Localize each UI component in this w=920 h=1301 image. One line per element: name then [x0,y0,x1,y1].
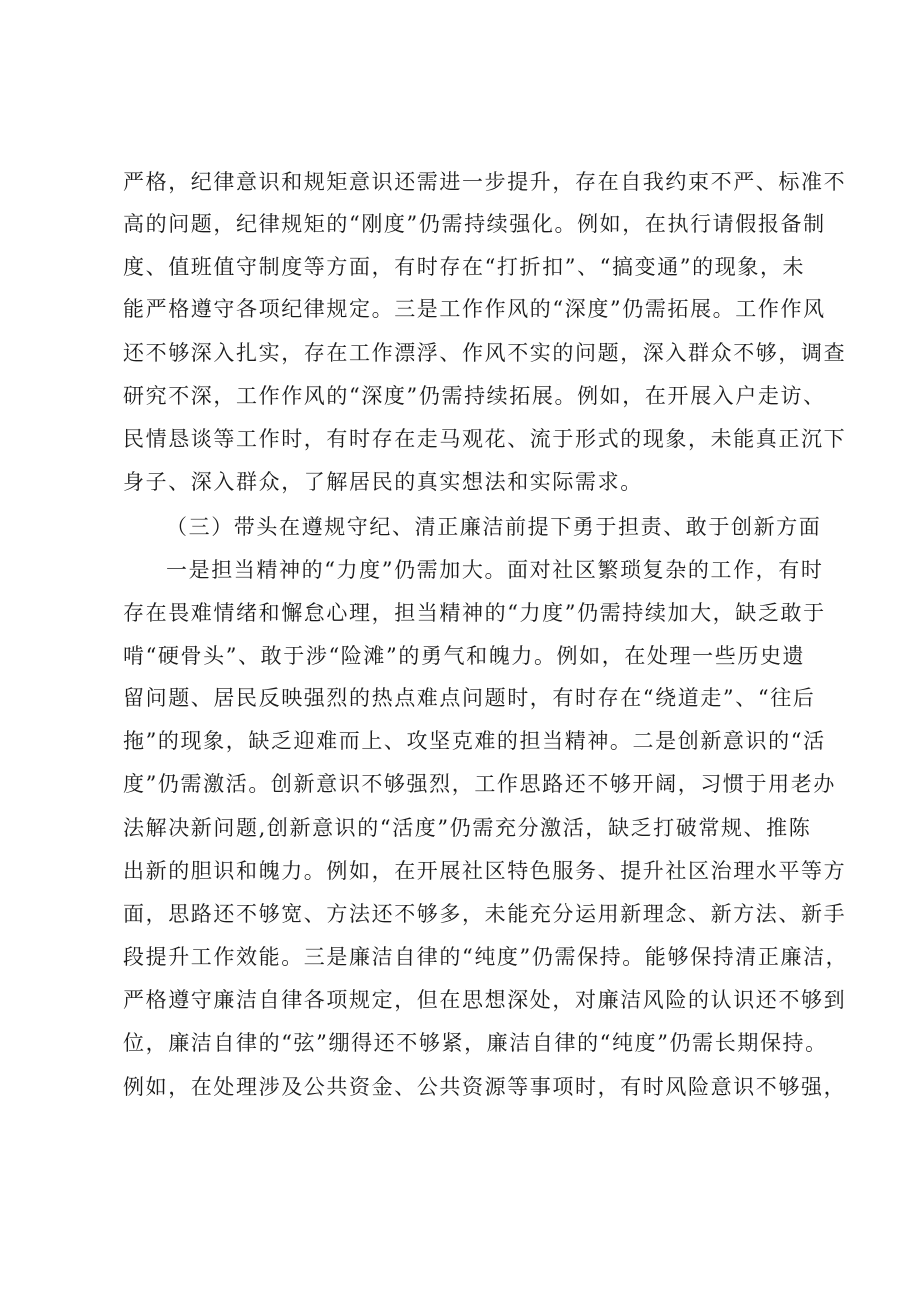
section-heading: （三）带头在遵规守纪、清正廉洁前提下勇于担责、敢于创新方面 [166,515,822,539]
text-line: 留问题、居民反映强烈的热点难点问题时，有时存在“绕道走”、“往后 [123,686,816,710]
text-line: 严格，纪律意识和规矩意识还需进一步提升，存在自我约束不严、标准不 [123,170,847,194]
text-line: 拖”的现象，缺乏迎难而上、攻坚克难的担当精神。二是创新意识的“活 [123,729,826,753]
text-line: 啃“硬骨头”、敢于涉“险滩”的勇气和魄力。例如，在处理一些历史遗 [123,644,806,668]
text-line: 能严格遵守各项纪律规定。三是工作作风的“深度”仍需拓展。工作作风 [123,297,826,321]
text-line: 度”仍需激活。创新意识不够强烈，工作思路还不够开阔，习惯于用老办 [123,772,836,796]
text-line: 段提升工作效能。三是廉洁自律的“纯度”仍需保持。能够保持清正廉洁， [123,945,849,969]
text-line: 研究不深，工作作风的“深度”仍需持续拓展。例如，在开展入户走访、 [123,384,826,408]
text-line: 还不够深入扎实，存在工作漂浮、作风不实的问题，深入群众不够，调查 [123,341,847,365]
text-line: 高的问题，纪律规矩的“刚度”仍需持续强化。例如，在执行请假报备制 [123,212,826,236]
text-line: 法解决新问题,创新意识的“活度”仍需充分激活，缺乏打破常规、推陈 [123,816,812,840]
text-line: 存在畏难情绪和懈怠心理，担当精神的“力度”仍需持续加大，缺乏敢于 [123,601,826,625]
text-line: 面，思路还不够宽、方法还不够多，未能充分运用新理念、新方法、新手 [123,902,847,926]
text-line: 民情恳谈等工作时，有时存在走马观花、流于形式的现象，未能真正沉下 [123,427,847,451]
text-line: 严格遵守廉洁自律各项规定，但在思想深处，对廉洁风险的认识还不够到 [123,988,847,1012]
text-line: 位，廉洁自律的“弦”绷得还不够紧，廉洁自律的“纯度”仍需长期保持。 [123,1031,828,1055]
text-line: 度、值班值守制度等方面，有时存在“打折扣”、“搞变通”的现象，未 [123,255,806,279]
text-line: 出新的胆识和魄力。例如，在开展社区特色服务、提升社区治理水平等方 [123,859,847,883]
paragraph-first-line: 一是担当精神的“力度”仍需加大。面对社区繁琐复杂的工作，有时 [166,558,824,582]
text-line: 例如，在处理涉及公共资金、公共资源等事项时，有时风险意识不够强， [123,1075,847,1099]
text-line: 身子、深入群众，了解居民的真实想法和实际需求。 [123,470,643,494]
